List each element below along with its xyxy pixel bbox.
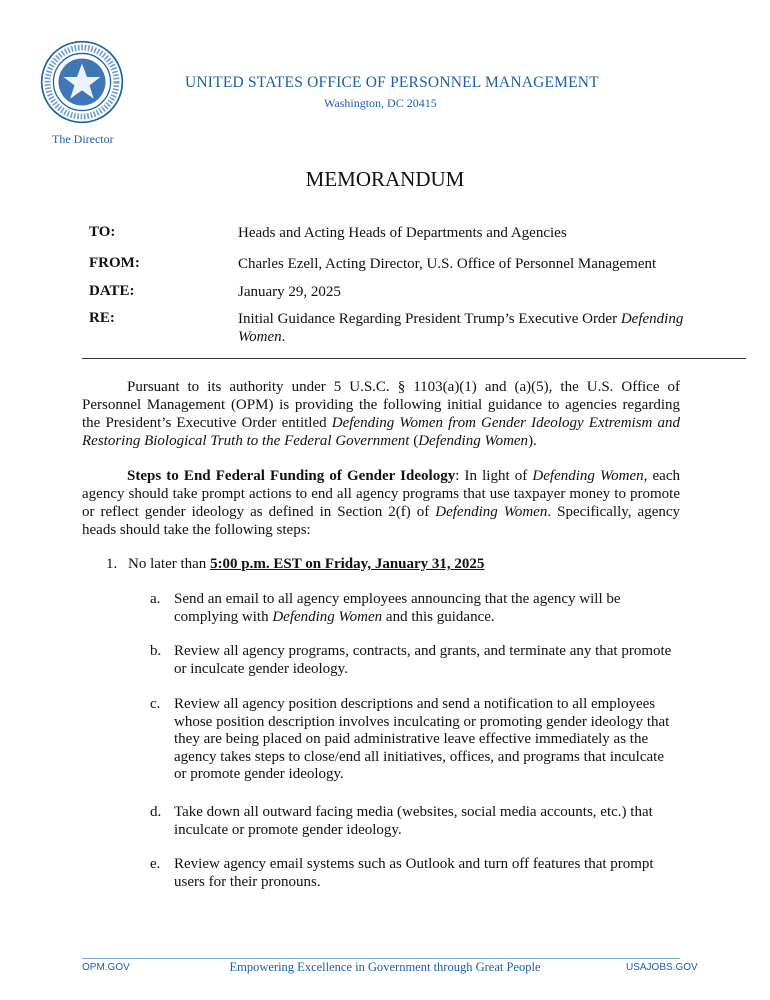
list-lead: No later than <box>128 556 211 572</box>
steps-italic-1: Defending Women <box>532 468 644 484</box>
deadline: 5:00 p.m. EST on Friday, January 31, 2025 <box>210 556 485 572</box>
subitem-a-text-2: and this guidance. <box>382 608 495 625</box>
from-label: FROM: <box>89 255 140 271</box>
header-divider <box>82 358 746 359</box>
steps-italic-2: Defending Women <box>435 504 548 520</box>
intro-text-2: ( <box>409 433 419 449</box>
intro-text-3: ). <box>528 433 537 449</box>
footer-opm-link[interactable]: OPM.GOV <box>82 962 130 973</box>
re-end: . <box>281 329 286 345</box>
footer-divider <box>82 958 680 959</box>
re-text: Initial Guidance Regarding President Trump’s Executive Order <box>238 311 621 327</box>
subitem-a-italic: Defending Women <box>272 608 383 625</box>
re-value <box>238 310 708 346</box>
paragraph-intro <box>82 378 680 450</box>
subitem-a <box>174 591 674 626</box>
steps-text-2: , each agency should take prompt actions to end all agency programs that use taxpayer money to promote or reflect gender ideology as defined in Section 2(f) of <box>82 468 680 520</box>
subitem-e: Review agency email systems such as Outlook and turn off features that prompt users for their pronouns. <box>174 856 654 890</box>
intro-italic-2: Defending Women <box>418 433 529 449</box>
subitem-c-letter: c. <box>150 696 161 712</box>
paragraph-steps <box>82 467 680 539</box>
footer-usajobs-link[interactable]: USAJOBS.GOV <box>626 962 698 973</box>
date-label: DATE: <box>89 283 135 299</box>
footer-tagline: Empowering Excellence in Government through Great People <box>229 960 541 974</box>
agency-address: Washington, DC 20415 <box>324 96 437 110</box>
intro-text-1: Pursuant to its authority under 5 U.S.C. § 1103(a)(1) and (a)(5), the U.S. Office of Personnel Management (OPM) is providing the following initial guidance to agencies regarding the President’s Executive Order entitled <box>82 379 680 431</box>
to-label: TO: <box>89 224 116 240</box>
subitem-d-letter: d. <box>150 804 162 820</box>
steps-text-1: : In light of <box>455 468 533 484</box>
subitem-d: Take down all outward facing media (websites, social media accounts, etc.) that inculcate or promote gender ideology. <box>174 804 653 838</box>
subitem-c: Review all agency position descriptions and send a notification to all employees whose position description involves inculcating or promoting gender ideology that they are being placed on paid administrative leave effective immediately as the agency takes steps to close/end all initiatives, offices, and programs that inculcate or promote gender ideology. <box>174 696 670 782</box>
steps-heading: Steps to End Federal Funding of Gender Ideology <box>127 468 456 484</box>
list-number-1: 1. <box>106 556 118 572</box>
steps-text-3: . Specifically, agency heads should take the following steps: <box>82 504 681 538</box>
opm-seal-icon <box>40 40 124 124</box>
date-value: January 29, 2025 <box>238 284 341 300</box>
subitem-b-letter: b. <box>150 643 162 659</box>
from-value: Charles Ezell, Acting Director, U.S. Office of Personnel Management <box>238 256 657 272</box>
list-item-1 <box>128 556 484 573</box>
subitem-e-letter: e. <box>150 856 161 872</box>
re-label: RE: <box>89 310 115 326</box>
subitem-a-text-1: Send an email to all agency employees announcing that the agency will be complying with <box>174 591 621 625</box>
director-label: The Director <box>52 132 114 146</box>
to-value: Heads and Acting Heads of Departments and Agencies <box>238 225 567 241</box>
intro-italic-1: Defending Women from Gender Ideology Extremism and Restoring Biological Truth to the Federal Government <box>82 415 680 449</box>
subitem-b: Review all agency programs, contracts, and grants, and terminate any that promote or inculcate gender ideology. <box>174 643 672 677</box>
agency-name: UNITED STATES OFFICE OF PERSONNEL MANAGEMENT <box>185 74 599 91</box>
memo-title: MEMORANDUM <box>305 167 465 191</box>
subitem-a-letter: a. <box>150 591 161 607</box>
re-italic: Defending Women <box>238 311 684 345</box>
